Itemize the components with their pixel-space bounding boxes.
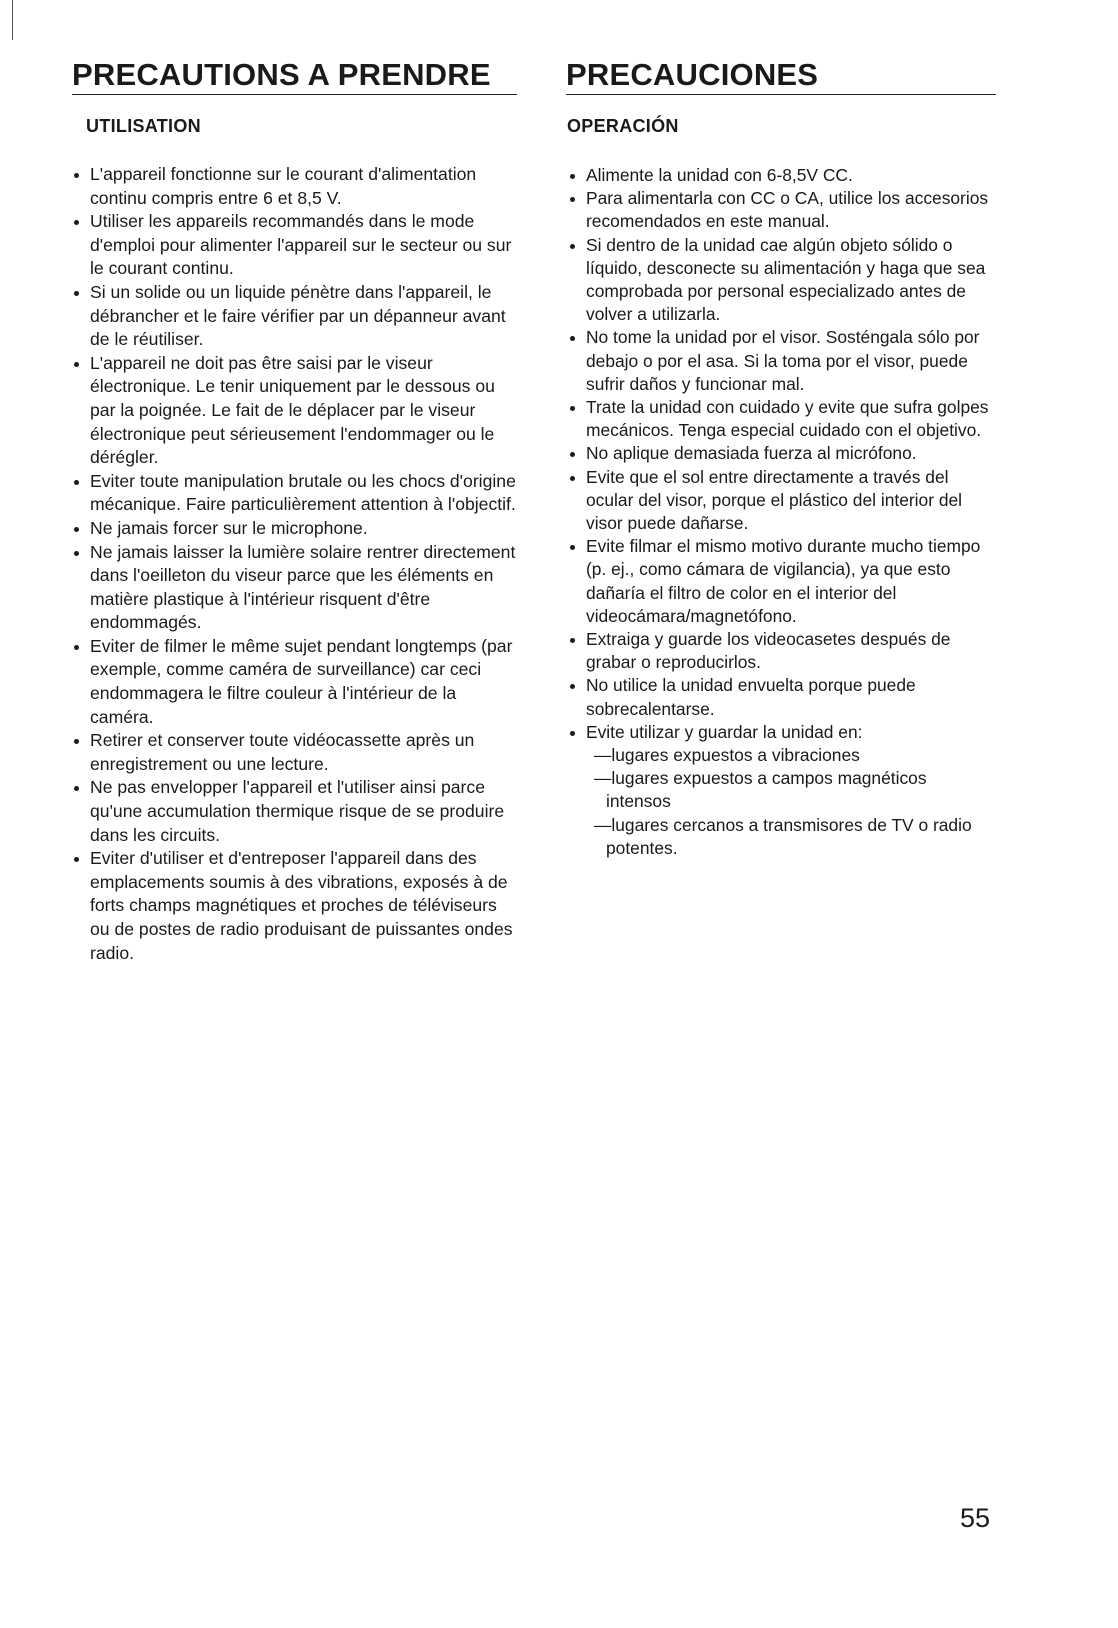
bullet-icon: [74, 857, 79, 862]
list-item: Si dentro de la unidad cae algún objeto sólido o líquido, desconecte su alimentación y haga que sea comprobada por personal especializado antes de volver a utilizarla.: [566, 234, 996, 327]
bullet-icon: [570, 476, 575, 481]
list-item: Ne jamais laisser la lumière solaire rentrer directement dans l'oeilleton du viseur parce que les éléments en matière plastique à l'intérieur risquent d'être endommagés.: [72, 541, 517, 635]
list-item: L'appareil ne doit pas être saisi par le viseur électronique. Le tenir uniquement par le dessous ou par la poignée. Le fait de le déplacer par le viseur électronique peut sérieusement l'endommager ou le dérégler.: [72, 352, 517, 470]
list-item: Retirer et conserver toute vidéocassette après un enregistrement ou une lecture.: [72, 729, 517, 776]
list-item: Trate la unidad con cuidado y evite que sufra golpes mecánicos. Tenga especial cuidado con el objetivo.: [566, 396, 996, 442]
sublist-item: —lugares expuestos a campos magnéticos intensos: [594, 768, 927, 812]
spanish-title: PRECAUCIONES: [566, 58, 996, 95]
bullet-icon: [570, 406, 575, 411]
list-item: Eviter toute manipulation brutale ou les chocs d'origine mécanique. Faire particulièrement attention à l'objectif.: [72, 470, 517, 517]
list-item: Eviter d'utiliser et d'entreposer l'appareil dans des emplacements soumis à des vibrations, exposés à de forts champs magnétiques et proches de téléviseurs ou de postes de radio produisant de puissantes ondes radio.: [72, 847, 517, 965]
bullet-icon: [570, 545, 575, 550]
bullet-icon: [74, 173, 79, 178]
bullet-icon: [74, 362, 79, 367]
bullet-icon: [74, 527, 79, 532]
list-item: No utilice la unidad envuelta porque puede sobrecalentarse.: [566, 674, 996, 720]
page-number: 55: [960, 1503, 991, 1533]
bullet-icon: [74, 786, 79, 791]
french-precautions-list: [72, 163, 517, 965]
bullet-icon: [570, 174, 575, 179]
bullet-icon: [74, 551, 79, 556]
list-item: Ne pas envelopper l'appareil et l'utiliser ainsi parce qu'une accumulation thermique risque de se produire dans les circuits.: [72, 776, 517, 847]
spanish-column: [566, 58, 996, 860]
location-sublist: [586, 744, 996, 860]
bullet-icon: [74, 739, 79, 744]
bullet-icon: [74, 291, 79, 296]
bullet-icon: [74, 480, 79, 485]
list-item: Evite filmar el mismo motivo durante mucho tiempo (p. ej., como cámara de vigilancia), ya que esto dañaría el filtro de color en el interior del videocámara/magnetófono.: [566, 535, 996, 628]
bullet-icon: [74, 645, 79, 650]
list-item: Ne jamais forcer sur le microphone.: [72, 517, 517, 541]
bullet-icon: [570, 452, 575, 457]
bullet-icon: [570, 684, 575, 689]
list-item: No tome la unidad por el visor. Sosténgala sólo por debajo o por el asa. Si la toma por el visor, puede sufrir daños y funcionar mal.: [566, 326, 996, 396]
french-title: PRECAUTIONS A PRENDRE: [72, 58, 517, 95]
bullet-icon: [570, 336, 575, 341]
bullet-icon: [570, 197, 575, 202]
list-item: Extraiga y guarde los videocasetes después de grabar o reproducirlos.: [566, 628, 996, 674]
list-item: Utiliser les appareils recommandés dans le mode d'emploi pour alimenter l'appareil sur le secteur ou sur le courant continu.: [72, 210, 517, 281]
sublist-item: —lugares expuestos a vibraciones: [594, 745, 860, 766]
list-item: Evite que el sol entre directamente a través del ocular del visor, porque el plástico del interior del visor puede dañarse.: [566, 466, 996, 536]
list-item: Alimente la unidad con 6-8,5V CC.: [566, 164, 996, 187]
spanish-section-heading: OPERACIÓN: [567, 116, 679, 136]
list-item: Si un solide ou un liquide pénètre dans l'appareil, le débrancher et le faire vérifier par un dépanneur avant de le réutiliser.: [72, 281, 517, 352]
sublist-item: —lugares cercanos a transmisores de TV o radio potentes.: [594, 814, 972, 858]
french-column: [72, 58, 517, 965]
french-section-heading: UTILISATION: [86, 116, 201, 136]
bullet-icon: [570, 244, 575, 249]
bullet-icon: [74, 220, 79, 225]
list-item: Evite utilizar y guardar la unidad en: —lugares expuestos a vibraciones —lugares expuestos a campos magnéticos intensos —lugares cercanos a transmisores de TV o radio potentes.: [566, 721, 996, 860]
list-item: Para alimentarla con CC o CA, utilice los accesorios recomendados en este manual.: [566, 187, 996, 233]
spanish-precautions-list: [566, 164, 996, 860]
bullet-icon: [570, 638, 575, 643]
bullet-icon: [570, 731, 575, 736]
list-item: L'appareil fonctionne sur le courant d'alimentation continu compris entre 6 et 8,5 V.: [72, 163, 517, 210]
list-item: Eviter de filmer le même sujet pendant longtemps (par exemple, comme caméra de surveillance) car ceci endommagera le filtre couleur à l'intérieur de la caméra.: [72, 635, 517, 729]
margin-mark: [12, 0, 13, 40]
list-item: No aplique demasiada fuerza al micrófono.: [566, 442, 996, 465]
